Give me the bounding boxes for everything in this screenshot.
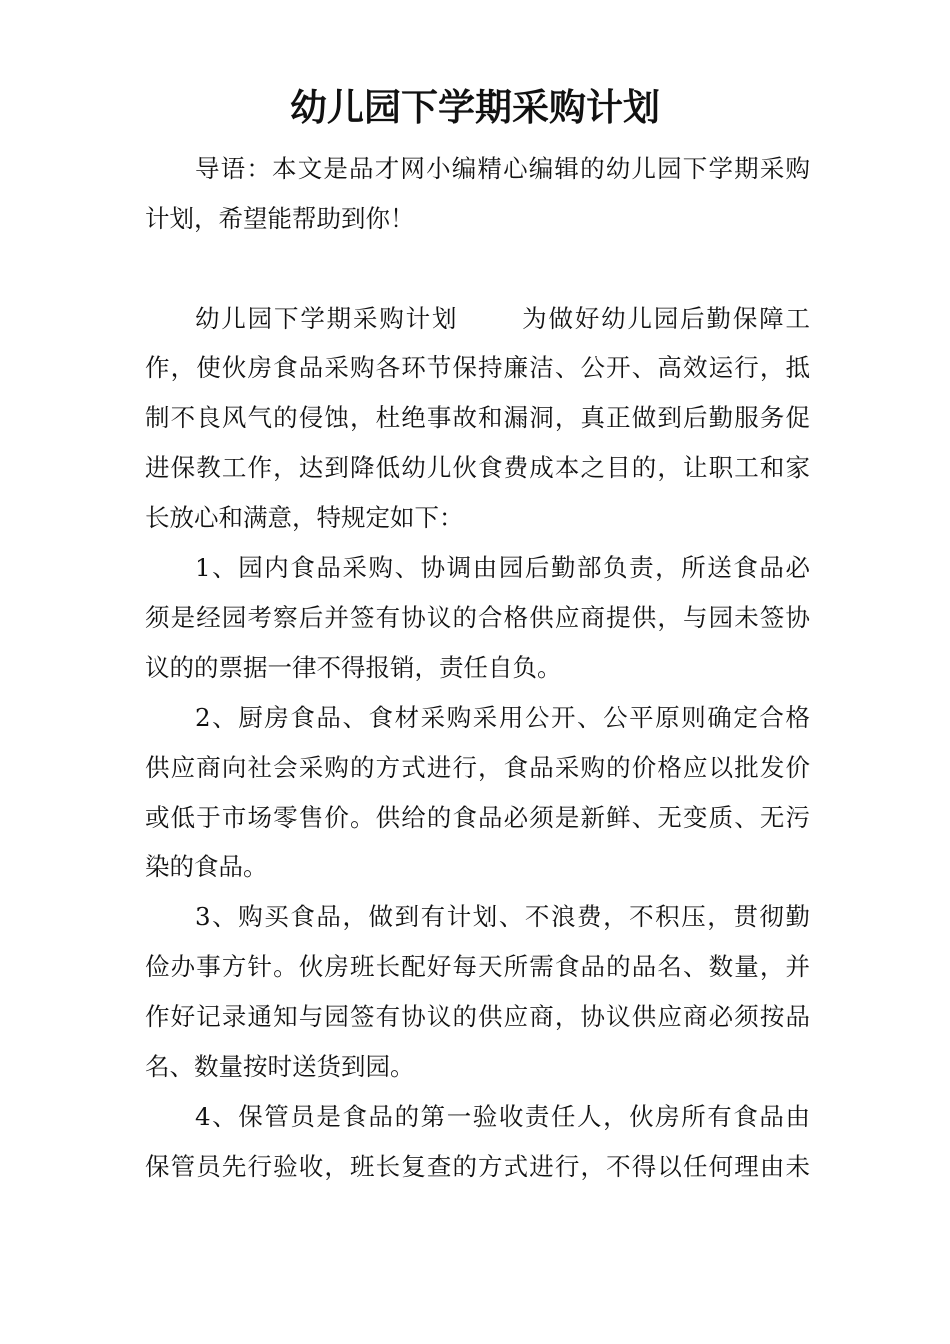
paragraph-3-line-1: 3、购买食品，做到有计划、不浪费，不积压，贯彻勤 [195,902,810,931]
paragraph-0-line-5: 长放心和满意，特规定如下： [145,503,464,532]
paragraph-2-line-1: 2、厨房食品、食材采购采用公开、公平原则确定合格 [195,703,810,732]
paragraph-1-line-3: 议的的票据一律不得报销，责任自负。 [145,653,562,682]
paragraph-4-line-1: 4、保管员是食品的第一验收责任人，伙房所有食品由 [195,1102,810,1131]
paragraph-2-line-3: 或低于市场零售价。供给的食品必须是新鲜、无变质、无污 [145,803,810,832]
document-title: 幼儿园下学期采购计划 [290,85,660,129]
paragraph-0-line-1 [195,294,810,344]
section-heading: 幼儿园下学期采购计划 [195,304,459,333]
paragraph-3-line-4: 名、数量按时送货到园。 [145,1052,415,1081]
paragraph-3-line-2: 俭办事方针。伙房班长配好每天所需食品的品名、数量，并 [145,952,810,981]
intro-line-1: 导语：本文是品才网小编精心编辑的幼儿园下学期采购 [195,154,810,183]
paragraph-0-line-1-text: 为做好幼儿园后勤保障工 [520,304,810,333]
paragraph-3-line-3: 作好记录通知与园签有协议的供应商，协议供应商必须按品 [145,1002,810,1031]
paragraph-1-line-2: 须是经园考察后并签有协议的合格供应商提供，与园未签协 [145,603,810,632]
paragraph-4-line-2: 保管员先行验收，班长复查的方式进行，不得以任何理由未 [145,1152,810,1181]
paragraph-0-line-4: 进保教工作，达到降低幼儿伙食费成本之目的，让职工和家 [145,453,810,482]
paragraph-0-line-2: 作，使伙房食品采购各环节保持廉洁、公开、高效运行，抵 [145,353,810,382]
paragraph-2-line-4: 染的食品。 [145,852,268,881]
paragraph-0-line-3: 制不良风气的侵蚀，杜绝事故和漏洞，真正做到后勤服务促 [145,403,810,432]
intro-line-2: 计划，希望能帮助到你！ [145,204,415,233]
paragraph-1-line-1: 1、园内食品采购、协调由园后勤部负责，所送食品必 [195,553,810,582]
paragraph-2-line-2: 供应商向社会采购的方式进行，食品采购的价格应以批发价 [145,753,810,782]
